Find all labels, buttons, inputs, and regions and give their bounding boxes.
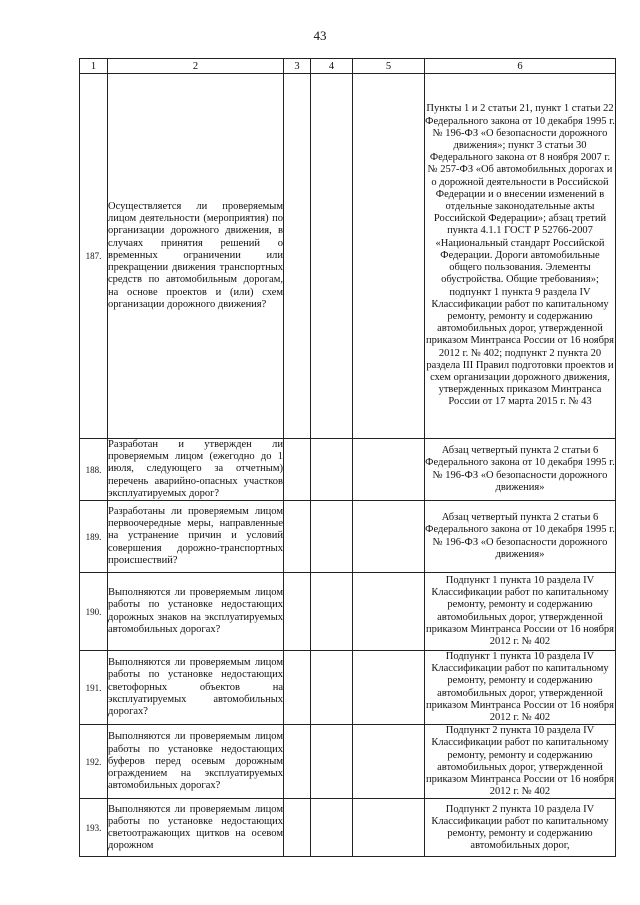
column-header: 6: [425, 59, 616, 74]
answer-cell-na: [353, 799, 425, 857]
row-number: 190.: [80, 573, 108, 651]
table-row: [80, 74, 616, 439]
legal-basis-text: Подпункт 1 пункта 10 раздела IV Классификации работ по капитальному ремонту, ремонту и содержанию автомобильных дорог, утвержденной приказом Минтранса России от 16 ноября 2012 г. № 402: [425, 651, 615, 724]
question-text: Разработаны ли проверяемым лицом первоочередные меры, направленные на устранение причин и условий совершения дорожно-транспортных происшествий?: [108, 501, 284, 573]
table-row: [80, 651, 616, 725]
row-number: 193.: [80, 799, 108, 857]
question-text: Выполняются ли проверяемым лицом работы по установке недостающих светоотражающих щитков на осевом дорожном: [108, 799, 284, 857]
answer-cell-no: [311, 573, 353, 651]
table-header-row: [80, 59, 616, 74]
answer-cell-yes: [284, 799, 311, 857]
table-row: [80, 501, 616, 573]
table-row: [80, 573, 616, 651]
answer-cell-na: [353, 74, 425, 439]
question-text: Осуществляется ли проверяемым лицом деятельности (мероприятия) по организации дорожного движения, в случаях принятия решений о временных ограничении или прекращении движения транспортных средств по автомобильным дорогам, на основе проектов и (или) схем организации дорожного движения?: [108, 74, 284, 439]
column-header: 4: [311, 59, 353, 74]
answer-cell-no: [311, 74, 353, 439]
answer-cell-na: [353, 725, 425, 799]
row-number: 192.: [80, 725, 108, 799]
answer-cell-yes: [284, 573, 311, 651]
row-number: 191.: [80, 651, 108, 725]
question-text: Выполняются ли проверяемым лицом работы по установке недостающих светофорных объектов на эксплуатируемых автомобильных дорогах?: [108, 651, 284, 725]
answer-cell-no: [311, 725, 353, 799]
column-header: 5: [353, 59, 425, 74]
legal-basis-text: Подпункт 1 пункта 10 раздела IV Классификации работ по капитальному ремонту, ремонту и содержанию автомобильных дорог, утвержденной приказом Минтранса России от 16 ноября 2012 г. № 402: [425, 573, 616, 651]
answer-cell-no: [311, 501, 353, 573]
legal-basis-text: Абзац четвертый пункта 2 статьи 6 Федерального закона от 10 декабря 1995 г. № 196-ФЗ «О безопасности дорожного движения»: [425, 439, 616, 501]
column-header: 3: [284, 59, 311, 74]
legal-basis-text: Подпункт 2 пункта 10 раздела IV Классификации работ по капитальному ремонту, ремонту и содержанию автомобильных дорог,: [425, 799, 616, 857]
answer-cell-no: [311, 651, 353, 725]
answer-cell-yes: [284, 651, 311, 725]
answer-cell-na: [353, 573, 425, 651]
answer-cell-no: [311, 799, 353, 857]
answer-cell-no: [311, 439, 353, 501]
legal-basis-text: Подпункт 2 пункта 10 раздела IV Классификации работ по капитальному ремонту, ремонту и содержанию автомобильных дорог, утвержденной приказом Минтранса России от 16 ноября 2012 г. № 402: [425, 725, 615, 798]
answer-cell-yes: [284, 501, 311, 573]
legal-basis-text: Абзац четвертый пункта 2 статьи 6 Федерального закона от 10 декабря 1995 г. № 196-ФЗ «О безопасности дорожного движения»: [425, 501, 616, 573]
question-text: Выполняются ли проверяемым лицом работы по установке недостающих буферов перед осевым дорожным ограждением на эксплуатируемых автомобильных дорогах?: [108, 725, 284, 799]
answer-cell-yes: [284, 74, 311, 439]
row-number: 189.: [80, 501, 108, 573]
table-row: [80, 725, 616, 799]
answer-cell-na: [353, 501, 425, 573]
answer-cell-yes: [284, 439, 311, 501]
column-header: 2: [108, 59, 284, 74]
row-number: 187.: [80, 74, 108, 439]
answer-cell-na: [353, 439, 425, 501]
legal-basis-text: Пункты 1 и 2 статьи 21, пункт 1 статьи 22 Федерального закона от 10 декабря 1995 г. № 196-ФЗ «О безопасности дорожного движения»; пункт 3 статьи 30 Федерального закона от 8 ноября 2007 г. № 257-ФЗ «Об автомобильных дорогах и о дорожной деятельности в Российской Федерации и о внесении изменений в отдельные законодательные акты Российской Федерации»; абзац третий пункта 4.1.1 ГОСТ Р 52766-2007 «Национальный стандарт Российской Федерации. Дороги автомобильные общего пользования. Элементы обустройства. Общие требования»; подпункт 1 пункта 9 раздела IV Классификации работ по капитальному ремонту, ремонту и содержанию автомобильных дорог, утвержденной приказом Минтранса России от 16 ноября 2012 г. № 402; подпункт 2 пункта 20 раздела III Правил подготовки проектов и схем организации дорожного движения, утвержденных приказом Минтранса России от 17 марта 2015 г. № 43: [425, 74, 616, 439]
answer-cell-na: [353, 651, 425, 725]
column-header: 1: [80, 59, 108, 74]
answer-cell-yes: [284, 725, 311, 799]
page-number: 43: [313, 28, 327, 43]
question-text: Разработан и утвержден ли проверяемым лицом (ежегодно до 1 июля, следующего за отчетным) перечень аварийно-опасных участков эксплуатируемых дорог?: [108, 439, 283, 499]
checklist-table: [79, 58, 616, 857]
row-number: 188.: [80, 439, 108, 501]
table-row: [80, 799, 616, 857]
table-row: [80, 439, 616, 501]
question-text: Выполняются ли проверяемым лицом работы по установке недостающих дорожных знаков на эксплуатируемых автомобильных дорогах?: [108, 573, 284, 651]
